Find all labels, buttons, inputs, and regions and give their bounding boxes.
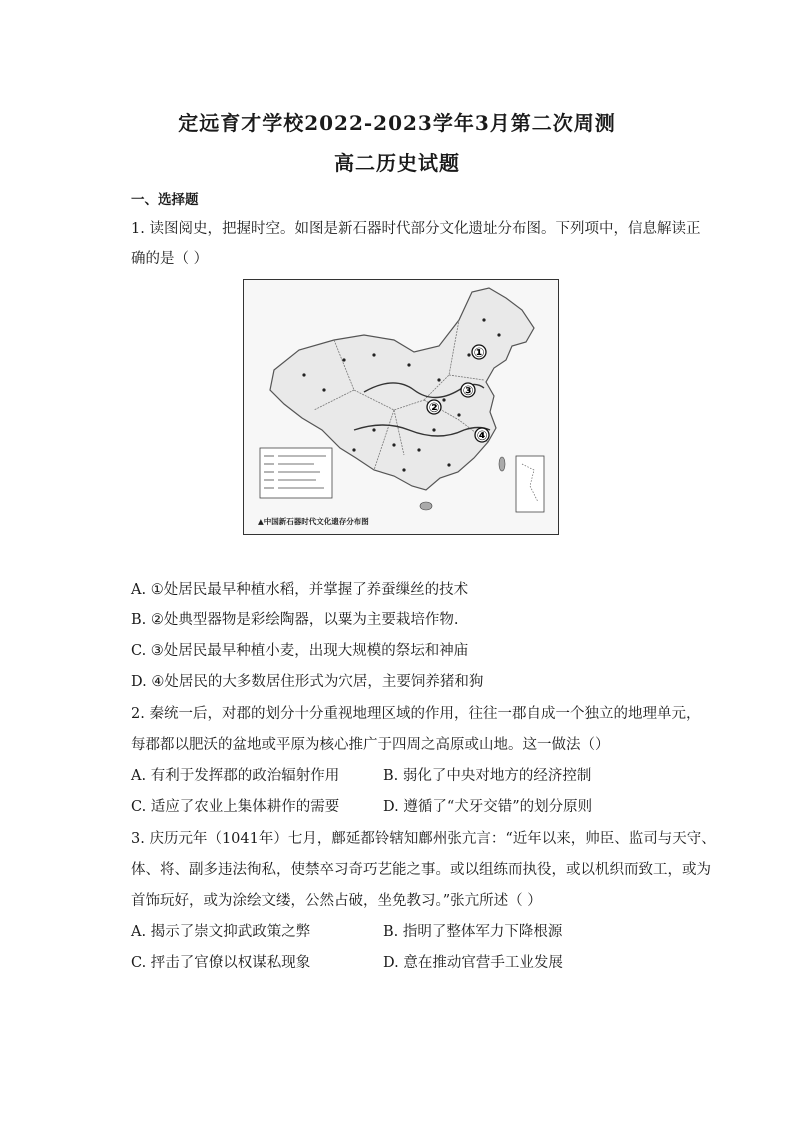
q1-stem-line2: 确的是（ ） <box>131 251 209 267</box>
q1-stem-line1: 1. 读图阅史，把握时空。如图是新石器时代部分文化遗址分布图。下列项中，信息解读正 <box>131 221 701 237</box>
q1-option-d: D. ④处居民的大多数居住形式为穴居，主要饲养猪和狗 <box>131 674 484 690</box>
q3-stem-line3: 首饰玩好，或为涂绘文缕，公然占破，坐免教习。”张亢所述（ ） <box>131 893 542 909</box>
q1-option-c: C. ③处居民最早种植小麦，出现大规模的祭坛和神庙 <box>131 643 469 659</box>
china-map-figure <box>244 280 558 534</box>
neolithic-sites-map <box>243 279 559 535</box>
q2-option-c: C. 适应了农业上集体耕作的需要 <box>131 799 340 815</box>
marker-1: ① <box>473 346 485 361</box>
map-legend <box>260 448 332 498</box>
q2-option-a: A. 有利于发挥郡的政治辐射作用 <box>131 768 340 784</box>
q3-option-a: A. 揭示了崇文抑武政策之弊 <box>131 924 311 940</box>
q2-option-b: B. 弱化了中央对地方的经济控制 <box>383 768 592 784</box>
marker-4: ④ <box>476 429 488 444</box>
q2-stem-line1: 2. 秦统一后，对郡的划分十分重视地理区域的作用，往往一郡自成一个独立的地理单元， <box>131 706 701 722</box>
q1-option-a: A. ①处居民最早种植水稻，并掌握了养蚕缫丝的技术 <box>131 582 469 598</box>
q1-option-b: B. ②处典型器物是彩绘陶器，以粟为主要栽培作物. <box>131 612 459 628</box>
q2-option-d: D. 遵循了“犬牙交错”的划分原则 <box>383 799 593 815</box>
q2-stem-line2: 每郡都以肥沃的盆地或平原为核心推广于四周之高原或山地。这一做法（） <box>131 737 610 753</box>
south-sea-inset <box>516 456 544 512</box>
marker-3: ③ <box>462 384 474 399</box>
q3-stem-line2: 体、将、副多违法徇私，使禁卒习奇巧艺能之事。或以组练而执役，或以机织而致工，或为 <box>131 862 711 878</box>
q3-option-b: B. 指明了整体军力下降根源 <box>383 924 563 940</box>
marker-2: ② <box>428 401 440 416</box>
map-caption: ▲中国新石器时代文化遗存分布图 <box>258 517 369 526</box>
section-heading: 一、选择题 <box>131 192 199 208</box>
q3-stem-line1: 3. 庆历元年（1041年）七月，鄜延都铃辖知鄜州张亢言：“近年以来，帅臣、监司与天守、 <box>131 831 716 847</box>
q3-option-d: D. 意在推动官营手工业发展 <box>383 955 563 971</box>
q3-option-c: C. 抨击了官僚以权谋私现象 <box>131 955 311 971</box>
exam-title: 定远育才学校2022-2023学年3月第二次周测 <box>178 111 616 135</box>
exam-subtitle: 高二历史试题 <box>334 151 460 175</box>
